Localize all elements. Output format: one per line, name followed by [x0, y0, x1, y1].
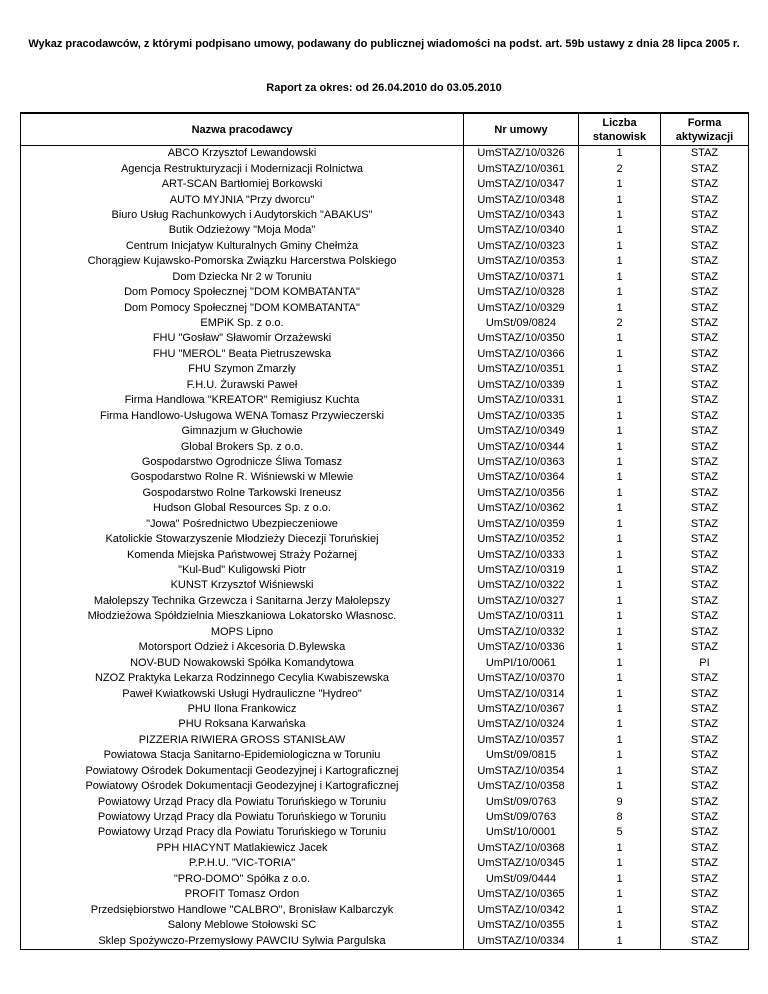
positions-count-cell: 1 — [579, 285, 661, 300]
employer-cell: FHU "Gosław" Sławomir Orzażewski — [21, 331, 464, 346]
activation-form-cell: STAZ — [661, 625, 749, 640]
activation-form-cell: STAZ — [661, 270, 749, 285]
employer-cell: "Jowa" Pośrednictwo Ubezpieczeniowe — [21, 517, 464, 532]
contract-number-cell: UmSTAZ/10/0359 — [464, 517, 579, 532]
table-row — [21, 655, 749, 670]
positions-count-cell: 1 — [579, 192, 661, 207]
table-row — [21, 455, 749, 470]
employer-cell: Sklep Spożywczo-Przemysłowy PAWCIU Sylwia Pargulska — [21, 933, 464, 949]
table-row — [21, 547, 749, 562]
activation-form-cell: STAZ — [661, 331, 749, 346]
positions-count-cell: 1 — [579, 223, 661, 238]
positions-count-cell: 1 — [579, 146, 661, 162]
activation-form-cell: STAZ — [661, 671, 749, 686]
activation-form-cell: STAZ — [661, 887, 749, 902]
positions-count-cell: 1 — [579, 439, 661, 454]
table-row — [21, 424, 749, 439]
table-row — [21, 378, 749, 393]
activation-form-cell: STAZ — [661, 532, 749, 547]
table-row — [21, 702, 749, 717]
activation-form-cell: STAZ — [661, 192, 749, 207]
table-row — [21, 856, 749, 871]
activation-form-cell: STAZ — [661, 594, 749, 609]
activation-form-cell: STAZ — [661, 810, 749, 825]
positions-count-cell: 1 — [579, 918, 661, 933]
employer-cell: Paweł Kwiatkowski Usługi Hydrauliczne "Hydreo" — [21, 686, 464, 701]
contract-number-cell: UmSTAZ/10/0356 — [464, 486, 579, 501]
contract-number-cell: UmSTAZ/10/0348 — [464, 192, 579, 207]
contract-number-cell: UmSTAZ/10/0352 — [464, 532, 579, 547]
employer-cell: Butik Odzieżowy "Moja Moda" — [21, 223, 464, 238]
activation-form-cell: STAZ — [661, 856, 749, 871]
column-header-activation-form: Forma aktywizacji — [661, 113, 749, 146]
positions-count-cell: 1 — [579, 270, 661, 285]
contract-number-cell: UmSTAZ/10/0345 — [464, 856, 579, 871]
employer-cell: Gospodarstwo Rolne Tarkowski Ireneusz — [21, 486, 464, 501]
table-row — [21, 501, 749, 516]
employer-cell: "Kul-Bud" Kuligowski Piotr — [21, 563, 464, 578]
activation-form-cell: STAZ — [661, 902, 749, 917]
employer-cell: Powiatowy Ośrodek Dokumentacji Geodezyjnej i Kartograficznej — [21, 779, 464, 794]
contract-number-cell: UmSTAZ/10/0371 — [464, 270, 579, 285]
contract-number-cell: UmSt/09/0444 — [464, 872, 579, 887]
column-header-positions-count: Liczba stanowisk — [579, 113, 661, 146]
employer-cell: "PRO-DOMO" Spółka z o.o. — [21, 872, 464, 887]
contract-number-cell: UmSt/09/0815 — [464, 748, 579, 763]
table-row — [21, 270, 749, 285]
employer-cell: Gospodarstwo Rolne R. Wiśniewski w Mlewie — [21, 470, 464, 485]
table-row — [21, 239, 749, 254]
activation-form-cell: STAZ — [661, 748, 749, 763]
employer-cell: Motorsport Odzież i Akcesoria D.Bylewska — [21, 640, 464, 655]
employer-cell: NOV-BUD Nowakowski Spółka Komandytowa — [21, 655, 464, 670]
employer-cell: Komenda Miejska Państwowej Straży Pożarnej — [21, 547, 464, 562]
table-row — [21, 717, 749, 732]
activation-form-cell: STAZ — [661, 779, 749, 794]
table-row — [21, 609, 749, 624]
employer-cell: Chorągiew Kujawsko-Pomorska Związku Harcerstwa Polskiego — [21, 254, 464, 269]
employer-cell: Centrum Inicjatyw Kulturalnych Gminy Chełmża — [21, 239, 464, 254]
positions-count-cell: 1 — [579, 470, 661, 485]
table-row — [21, 532, 749, 547]
table-row — [21, 748, 749, 763]
contract-number-cell: UmSTAZ/10/0355 — [464, 918, 579, 933]
contract-number-cell: UmSTAZ/10/0365 — [464, 887, 579, 902]
contract-number-cell: UmSTAZ/10/0358 — [464, 779, 579, 794]
contract-number-cell: UmSt/09/0824 — [464, 316, 579, 331]
employer-cell: Agencja Restrukturyzacji i Modernizacji Rolnictwa — [21, 161, 464, 176]
positions-count-cell: 1 — [579, 733, 661, 748]
contract-number-cell: UmSTAZ/10/0322 — [464, 578, 579, 593]
contract-number-cell: UmSTAZ/10/0349 — [464, 424, 579, 439]
contract-number-cell: UmSTAZ/10/0344 — [464, 439, 579, 454]
contract-number-cell: UmSTAZ/10/0329 — [464, 300, 579, 315]
table-row — [21, 825, 749, 840]
activation-form-cell: STAZ — [661, 239, 749, 254]
contract-number-cell: UmSTAZ/10/0328 — [464, 285, 579, 300]
table-row — [21, 393, 749, 408]
table-row — [21, 486, 749, 501]
table-row — [21, 578, 749, 593]
table-row — [21, 841, 749, 856]
contract-number-cell: UmSTAZ/10/0347 — [464, 177, 579, 192]
table-row — [21, 347, 749, 362]
employer-cell: ART-SCAN Bartłomiej Borkowski — [21, 177, 464, 192]
positions-count-cell: 8 — [579, 810, 661, 825]
contract-number-cell: UmSTAZ/10/0354 — [464, 764, 579, 779]
positions-count-cell: 1 — [579, 625, 661, 640]
document-title: Wykaz pracodawców, z którymi podpisano umowy, podawany do publicznej wiadomości na podst. art. 59b ustawy z dnia 28 lipca 2005 r. — [28, 38, 740, 50]
activation-form-cell: STAZ — [661, 640, 749, 655]
positions-count-cell: 1 — [579, 408, 661, 423]
activation-form-cell: STAZ — [661, 455, 749, 470]
positions-count-cell: 1 — [579, 933, 661, 949]
employer-cell: Firma Handlowa "KREATOR" Remigiusz Kuchta — [21, 393, 464, 408]
contract-number-cell: UmSTAZ/10/0332 — [464, 625, 579, 640]
activation-form-cell: STAZ — [661, 517, 749, 532]
activation-form-cell: STAZ — [661, 470, 749, 485]
employer-cell: Salony Meblowe Stołowski SC — [21, 918, 464, 933]
activation-form-cell: STAZ — [661, 408, 749, 423]
table-row — [21, 933, 749, 949]
contract-number-cell: UmSTAZ/10/0335 — [464, 408, 579, 423]
employer-cell: Powiatowy Urząd Pracy dla Powiatu Toruńskiego w Toruniu — [21, 810, 464, 825]
activation-form-cell: STAZ — [661, 609, 749, 624]
employer-cell: PPH HIACYNT Matlakiewicz Jacek — [21, 841, 464, 856]
activation-form-cell: STAZ — [661, 733, 749, 748]
contract-number-cell: UmPI/10/0061 — [464, 655, 579, 670]
table-row — [21, 887, 749, 902]
employer-cell: PHU Ilona Frankowicz — [21, 702, 464, 717]
positions-count-cell: 2 — [579, 316, 661, 331]
positions-count-cell: 1 — [579, 887, 661, 902]
activation-form-cell: STAZ — [661, 702, 749, 717]
table-row — [21, 254, 749, 269]
activation-form-cell: STAZ — [661, 918, 749, 933]
employer-cell: KUNST Krzysztof Wiśniewski — [21, 578, 464, 593]
employer-cell: P.P.H.U. "VIC-TORIA" — [21, 856, 464, 871]
activation-form-cell: STAZ — [661, 285, 749, 300]
positions-count-cell: 1 — [579, 686, 661, 701]
activation-form-cell: STAZ — [661, 362, 749, 377]
contract-number-cell: UmSTAZ/10/0362 — [464, 501, 579, 516]
table-row — [21, 671, 749, 686]
activation-form-cell: STAZ — [661, 794, 749, 809]
employer-cell: Powiatowy Urząd Pracy dla Powiatu Toruńskiego w Toruniu — [21, 825, 464, 840]
positions-count-cell: 1 — [579, 208, 661, 223]
contract-number-cell: UmSt/10/0001 — [464, 825, 579, 840]
employer-cell: Dom Pomocy Społecznej "DOM KOMBATANTA" — [21, 285, 464, 300]
employer-cell: Przedsiębiorstwo Handlowe "CALBRO", Bronisław Kalbarczyk — [21, 902, 464, 917]
activation-form-cell: STAZ — [661, 717, 749, 732]
positions-count-cell: 1 — [579, 609, 661, 624]
activation-form-cell: STAZ — [661, 439, 749, 454]
contract-number-cell: UmSTAZ/10/0319 — [464, 563, 579, 578]
positions-count-cell: 1 — [579, 764, 661, 779]
report-period: Raport za okres: od 26.04.2010 do 03.05.2010 — [266, 82, 502, 94]
employer-cell: FHU "MEROL" Beata Pietruszewska — [21, 347, 464, 362]
table-row — [21, 625, 749, 640]
employer-cell: EMPiK Sp. z o.o. — [21, 316, 464, 331]
table-row — [21, 794, 749, 809]
employer-cell: Młodzieżowa Spółdzielnia Mieszkaniowa Lokatorsko Własnosc. — [21, 609, 464, 624]
contract-number-cell: UmSTAZ/10/0333 — [464, 547, 579, 562]
positions-count-cell: 5 — [579, 825, 661, 840]
positions-count-cell: 1 — [579, 331, 661, 346]
employer-cell: Firma Handlowo-Usługowa WENA Tomasz Przywieczerski — [21, 408, 464, 423]
employers-table — [20, 112, 749, 950]
activation-form-cell: PI — [661, 655, 749, 670]
positions-count-cell: 1 — [579, 702, 661, 717]
employer-cell: Hudson Global Resources Sp. z o.o. — [21, 501, 464, 516]
table-row — [21, 161, 749, 176]
positions-count-cell: 1 — [579, 578, 661, 593]
employer-cell: Dom Pomocy Społecznej "DOM KOMBATANTA" — [21, 300, 464, 315]
positions-count-cell: 1 — [579, 563, 661, 578]
positions-count-cell: 1 — [579, 547, 661, 562]
contract-number-cell: UmSTAZ/10/0331 — [464, 393, 579, 408]
activation-form-cell: STAZ — [661, 254, 749, 269]
contract-number-cell: UmSTAZ/10/0368 — [464, 841, 579, 856]
activation-form-cell: STAZ — [661, 223, 749, 238]
employer-cell: MOPS Lipno — [21, 625, 464, 640]
positions-count-cell: 1 — [579, 254, 661, 269]
positions-count-cell: 1 — [579, 424, 661, 439]
activation-form-cell: STAZ — [661, 424, 749, 439]
employer-cell: Gimnazjum w Głuchowie — [21, 424, 464, 439]
employer-cell: Powiatowy Urząd Pracy dla Powiatu Toruńskiego w Toruniu — [21, 794, 464, 809]
employer-cell: F.H.U. Żurawski Paweł — [21, 378, 464, 393]
table-row — [21, 902, 749, 917]
table-row — [21, 177, 749, 192]
positions-count-cell: 1 — [579, 347, 661, 362]
positions-count-cell: 1 — [579, 872, 661, 887]
contract-number-cell: UmSTAZ/10/0326 — [464, 146, 579, 162]
contract-number-cell: UmSTAZ/10/0314 — [464, 686, 579, 701]
table-row — [21, 686, 749, 701]
table-header-row — [21, 113, 749, 146]
activation-form-cell: STAZ — [661, 347, 749, 362]
positions-count-cell: 1 — [579, 239, 661, 254]
activation-form-cell: STAZ — [661, 841, 749, 856]
employer-cell: Powiatowy Ośrodek Dokumentacji Geodezyjnej i Kartograficznej — [21, 764, 464, 779]
table-row — [21, 331, 749, 346]
table-row — [21, 223, 749, 238]
activation-form-cell: STAZ — [661, 316, 749, 331]
contract-number-cell: UmSTAZ/10/0342 — [464, 902, 579, 917]
activation-form-cell: STAZ — [661, 764, 749, 779]
activation-form-cell: STAZ — [661, 146, 749, 162]
activation-form-cell: STAZ — [661, 486, 749, 501]
positions-count-cell: 1 — [579, 300, 661, 315]
contract-number-cell: UmSTAZ/10/0366 — [464, 347, 579, 362]
contract-number-cell: UmSTAZ/10/0340 — [464, 223, 579, 238]
activation-form-cell: STAZ — [661, 300, 749, 315]
contract-number-cell: UmSTAZ/10/0367 — [464, 702, 579, 717]
table-row — [21, 517, 749, 532]
positions-count-cell: 1 — [579, 902, 661, 917]
contract-number-cell: UmSTAZ/10/0324 — [464, 717, 579, 732]
table-row — [21, 470, 749, 485]
table-row — [21, 316, 749, 331]
contract-number-cell: UmSt/09/0763 — [464, 810, 579, 825]
activation-form-cell: STAZ — [661, 825, 749, 840]
activation-form-cell: STAZ — [661, 578, 749, 593]
table-row — [21, 810, 749, 825]
employer-cell: Global Brokers Sp. z o.o. — [21, 439, 464, 454]
contract-number-cell: UmSTAZ/10/0327 — [464, 594, 579, 609]
table-row — [21, 285, 749, 300]
employer-cell: Biuro Usług Rachunkowych i Audytorskich "ABAKUS" — [21, 208, 464, 223]
employer-cell: PIZZERIA RIWIERA GROSS STANISŁAW — [21, 733, 464, 748]
activation-form-cell: STAZ — [661, 686, 749, 701]
contract-number-cell: UmSTAZ/10/0363 — [464, 455, 579, 470]
positions-count-cell: 1 — [579, 362, 661, 377]
positions-count-cell: 1 — [579, 717, 661, 732]
positions-count-cell: 1 — [579, 779, 661, 794]
contract-number-cell: UmSTAZ/10/0357 — [464, 733, 579, 748]
table-row — [21, 362, 749, 377]
table-row — [21, 208, 749, 223]
positions-count-cell: 1 — [579, 486, 661, 501]
table-row — [21, 408, 749, 423]
employer-cell: FHU Szymon Zmarzły — [21, 362, 464, 377]
contract-number-cell: UmSTAZ/10/0334 — [464, 933, 579, 949]
employer-cell: Powiatowa Stacja Sanitarno-Epidemiologiczna w Toruniu — [21, 748, 464, 763]
activation-form-cell: STAZ — [661, 393, 749, 408]
table-row — [21, 918, 749, 933]
table-row — [21, 192, 749, 207]
contract-number-cell: UmSTAZ/10/0336 — [464, 640, 579, 655]
activation-form-cell: STAZ — [661, 177, 749, 192]
contract-number-cell: UmSTAZ/10/0339 — [464, 378, 579, 393]
positions-count-cell: 1 — [579, 532, 661, 547]
activation-form-cell: STAZ — [661, 563, 749, 578]
contract-number-cell: UmSTAZ/10/0311 — [464, 609, 579, 624]
table-row — [21, 563, 749, 578]
column-header-employer: Nazwa pracodawcy — [21, 113, 464, 146]
contract-number-cell: UmSTAZ/10/0323 — [464, 239, 579, 254]
contract-number-cell: UmSt/09/0763 — [464, 794, 579, 809]
positions-count-cell: 1 — [579, 841, 661, 856]
contract-number-cell: UmSTAZ/10/0361 — [464, 161, 579, 176]
positions-count-cell: 1 — [579, 640, 661, 655]
positions-count-cell: 1 — [579, 856, 661, 871]
employer-cell: NZOZ Praktyka Lekarza Rodzinnego Cecylia Kwabiszewska — [21, 671, 464, 686]
positions-count-cell: 9 — [579, 794, 661, 809]
activation-form-cell: STAZ — [661, 161, 749, 176]
positions-count-cell: 1 — [579, 594, 661, 609]
activation-form-cell: STAZ — [661, 547, 749, 562]
positions-count-cell: 1 — [579, 455, 661, 470]
table-body — [21, 146, 749, 950]
contract-number-cell: UmSTAZ/10/0353 — [464, 254, 579, 269]
employer-cell: Dom Dziecka Nr 2 w Toruniu — [21, 270, 464, 285]
contract-number-cell: UmSTAZ/10/0351 — [464, 362, 579, 377]
table-row — [21, 733, 749, 748]
activation-form-cell: STAZ — [661, 378, 749, 393]
employer-cell: Małolepszy Technika Grzewcza i Sanitarna Jerzy Małolepszy — [21, 594, 464, 609]
activation-form-cell: STAZ — [661, 933, 749, 949]
table-row — [21, 640, 749, 655]
employer-cell: Gospodarstwo Ogrodnicze Śliwa Tomasz — [21, 455, 464, 470]
employer-cell: ABCO Krzysztof Lewandowski — [21, 146, 464, 162]
table-row — [21, 764, 749, 779]
employer-cell: AUTO MYJNIA "Przy dworcu" — [21, 192, 464, 207]
table-row — [21, 872, 749, 887]
contract-number-cell: UmSTAZ/10/0364 — [464, 470, 579, 485]
employer-cell: PHU Roksana Karwańska — [21, 717, 464, 732]
employer-cell: PROFIT Tomasz Ordon — [21, 887, 464, 902]
table-row — [21, 439, 749, 454]
positions-count-cell: 1 — [579, 748, 661, 763]
column-header-contract-number: Nr umowy — [464, 113, 579, 146]
table-row — [21, 300, 749, 315]
activation-form-cell: STAZ — [661, 872, 749, 887]
table-row — [21, 594, 749, 609]
positions-count-cell: 1 — [579, 393, 661, 408]
positions-count-cell: 1 — [579, 671, 661, 686]
activation-form-cell: STAZ — [661, 501, 749, 516]
contract-number-cell: UmSTAZ/10/0350 — [464, 331, 579, 346]
contract-number-cell: UmSTAZ/10/0370 — [464, 671, 579, 686]
employer-cell: Katolickie Stowarzyszenie Młodzieży Diecezji Toruńskiej — [21, 532, 464, 547]
contract-number-cell: UmSTAZ/10/0343 — [464, 208, 579, 223]
activation-form-cell: STAZ — [661, 208, 749, 223]
positions-count-cell: 1 — [579, 501, 661, 516]
positions-count-cell: 1 — [579, 378, 661, 393]
positions-count-cell: 1 — [579, 655, 661, 670]
table-row — [21, 146, 749, 162]
positions-count-cell: 1 — [579, 177, 661, 192]
table-row — [21, 779, 749, 794]
positions-count-cell: 2 — [579, 161, 661, 176]
positions-count-cell: 1 — [579, 517, 661, 532]
